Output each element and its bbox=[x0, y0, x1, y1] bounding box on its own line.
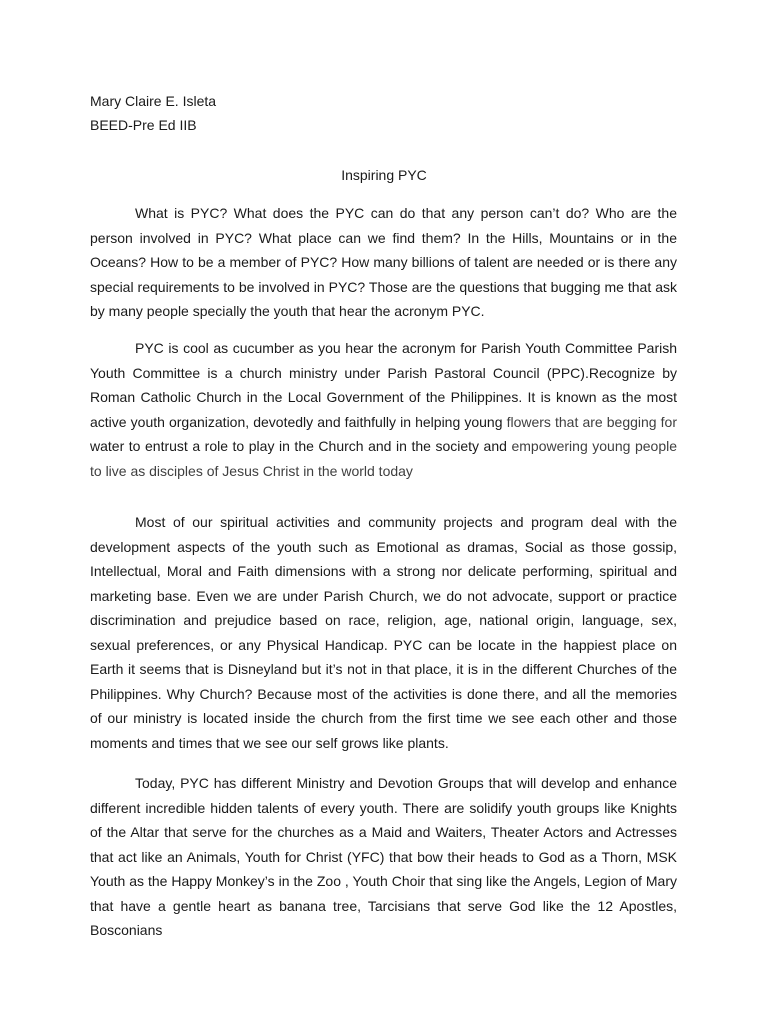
author-name: Mary Claire E. Isleta bbox=[90, 93, 217, 109]
paragraph-3: Most of our spiritual activities and community projects and program deal with the development aspects of the youth such as Emotional as dramas, Social as those gossip, Intellectual, Moral and Faith dimensions with a strong nor delicate performing, spiritual and marketing base. Even we are under Parish Church, we do not advocate, support or practice discrimination and prejudice based on race, religion, age, national origin, language, sex, sexual preferences, or any Physical Handicap. PYC can be locate in the happiest place on Earth it seems that is Disneyland but it’s not in that place, it is in the different Churches of the Philippines. Why Church? Because most of the activities is done there, and all the memories of our ministry is located inside the church from the first time we see each other and those moments and times that we see our self grows like plants. bbox=[90, 514, 677, 751]
paragraph-1: What is PYC? What does the PYC can do that any person can’t do? Who are the person involved in PYC? What place can we find them? In the Hills, Mountains or in the Oceans? How to be a member of PYC? How many billions of talent are needed or is there any special requirements to be involved in PYC? Those are the questions that bugging me that ask by many people specially the youth that hear the acronym PYC. bbox=[90, 205, 677, 319]
paragraph-2-mid: water to entrust a role to play in the Church and in the society and bbox=[90, 438, 512, 454]
paragraph-2-soft-2: empowering young people to live as disciples of Jesus Christ in the world today bbox=[90, 438, 677, 479]
paragraph-2-main: PYC is cool as cucumber as you hear the acronym for Parish Youth Committee Parish Youth Committee is a church ministry under Parish Pastoral Council (PPC).Recognize by Roman Catholic Church in the Local Government of the Philippines. It is known as the most active youth organization, devotedly and faithfully in helping young bbox=[90, 340, 677, 430]
document-title: Inspiring PYC bbox=[341, 167, 427, 183]
paragraph-2-soft-1: flowers that are begging for bbox=[506, 413, 678, 430]
paragraph-4: Today, PYC has different Ministry and Devotion Groups that will develop and enhance different incredible hidden talents of every youth. There are solidify youth groups like Knights of the Altar that serve for the churches as a Maid and Waiters, Theater Actors and Actresses that act like an Animals, Youth for Christ (YFC) that bow their heads to God as a Thorn, MSK Youth as the Happy Monkey’s in the Zoo , Youth Choir that sing like the Angels, Legion of Mary that have a gentle heart as banana tree, Tarcisians that serve God like the 12 Apostles, Bosconians bbox=[90, 775, 677, 938]
course-section: BEED-Pre Ed IIB bbox=[90, 117, 197, 133]
paragraph-2 bbox=[90, 336, 677, 483]
